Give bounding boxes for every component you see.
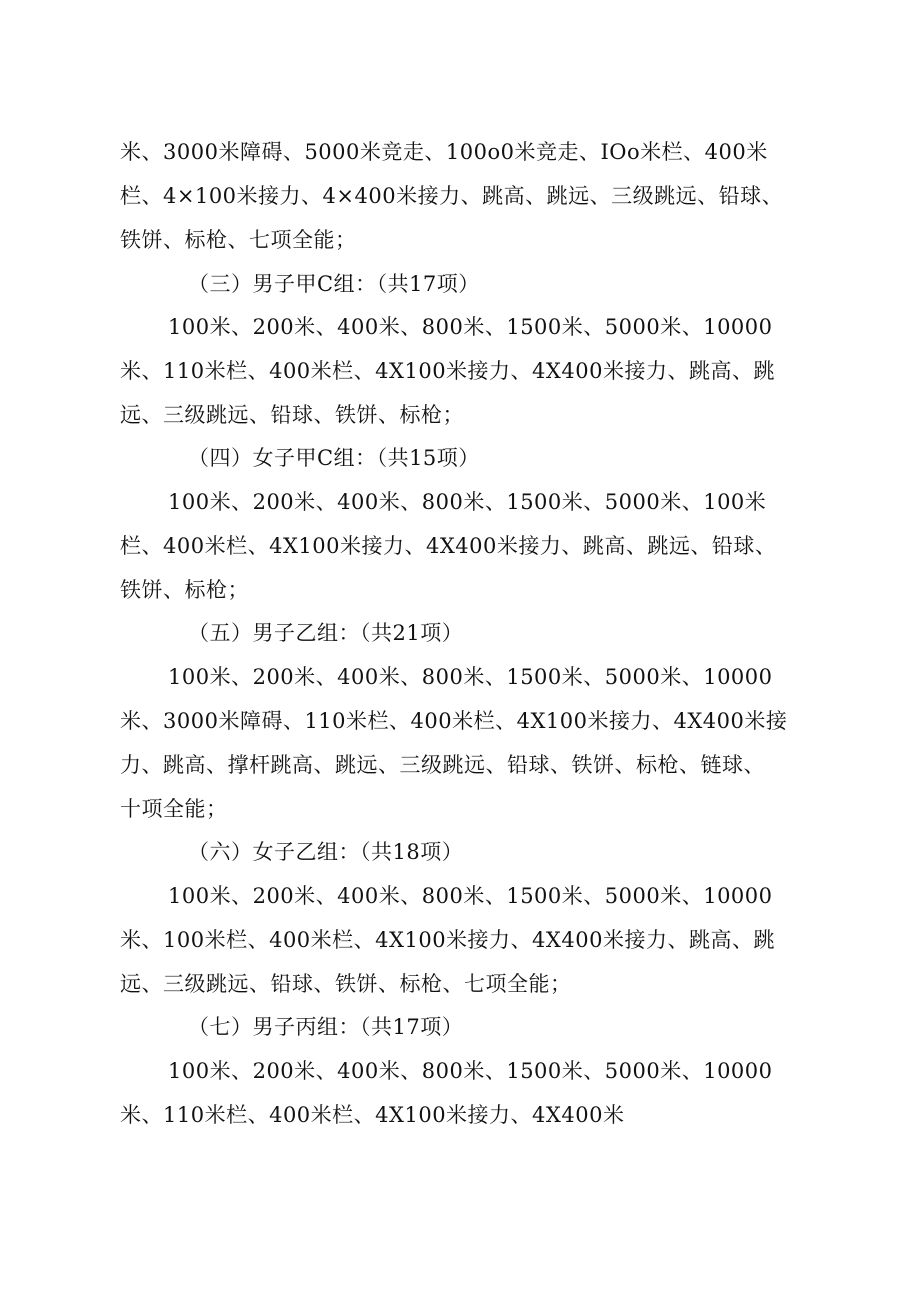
text-line: 栏、4×100米接力、4×400米接力、跳高、跳远、三级跳远、铅球、	[120, 184, 784, 208]
text-line: 栏、400米栏、4X100米接力、4X400米接力、跳高、跳远、铅球、	[120, 534, 777, 558]
text-line: 100米、200米、400米、800米、1500米、5000米、10000	[168, 315, 773, 339]
text-line: 米、100米栏、400米栏、4X100米接力、4X400米接力、跳高、跳	[120, 928, 775, 952]
text-line: 力、跳高、撑杆跳高、跳远、三级跳远、铅球、铁饼、标枪、链球、	[120, 753, 765, 777]
text-line: 100米、200米、400米、800米、1500米、5000米、100米	[168, 490, 767, 514]
section-heading: （六）女子乙组：（共18项）	[188, 840, 464, 864]
text-line: 米、3000米障碍、5000米竞走、100o0米竞走、IOo米栏、400米	[120, 140, 768, 164]
text-line: 铁饼、标枪；	[120, 578, 249, 602]
text-line: 100米、200米、400米、800米、1500米、5000米、10000	[168, 665, 773, 689]
text-line: 十项全能；	[120, 797, 228, 821]
text-line: 远、三级跳远、铅球、铁饼、标枪；	[120, 403, 464, 427]
section-heading: （四）女子甲C组：（共15项）	[188, 446, 480, 470]
text-line: 铁饼、标枪、七项全能；	[120, 228, 357, 252]
text-line: 100米、200米、400米、800米、1500米、5000米、10000	[168, 884, 773, 908]
text-line: 米、110米栏、400米栏、4X100米接力、4X400米	[120, 1103, 625, 1127]
section-heading: （七）男子丙组：（共17项）	[188, 1015, 464, 1039]
text-line: 米、3000米障碍、110米栏、400米栏、4X100米接力、4X400米接	[120, 709, 788, 733]
text-line: 米、110米栏、400米栏、4X100米接力、4X400米接力、跳高、跳	[120, 359, 775, 383]
section-heading: （五）男子乙组：（共21项）	[188, 621, 464, 645]
section-heading: （三）男子甲C组：（共17项）	[188, 272, 480, 296]
text-line: 100米、200米、400米、800米、1500米、5000米、10000	[168, 1059, 773, 1083]
text-line: 远、三级跳远、铅球、铁饼、标枪、七项全能；	[120, 972, 572, 996]
